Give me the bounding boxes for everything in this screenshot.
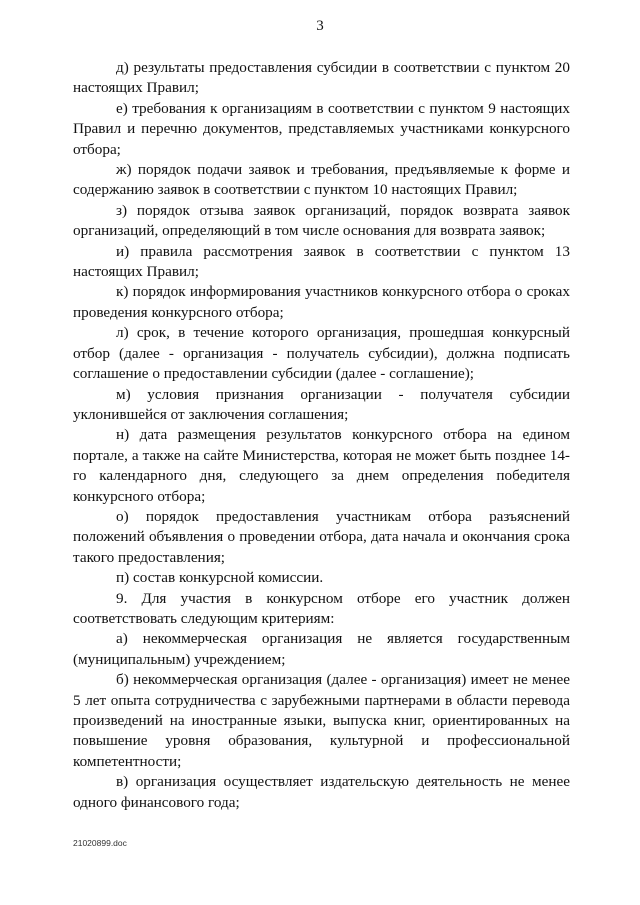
paragraph-z: з) порядок отзыва заявок организаций, порядок возврата заявок организаций, определяющий в том числе основания для возврата заявок; — [73, 201, 570, 240]
criterion-v: в) организация осуществляет издательскую деятельность не менее одного финансового года; — [73, 773, 570, 811]
paragraph-k: к) порядок информирования участников конкурсного отбора о сроках проведения конкурсного отбора; — [73, 283, 570, 321]
page-number: 3 — [316, 18, 324, 34]
paragraph-l: л) срок, в течение которого организация, прошедшая конкурсный отбор (далее - организация - получатель субсидии), должна подписать соглашение о предоставлении субсидии (далее - соглашение); — [73, 324, 570, 383]
document-body — [73, 58, 570, 813]
paragraph-d: д) результаты предоставления субсидии в соответствии с пунктом 20 настоящих Правил; — [73, 59, 570, 97]
paragraph-zh: ж) порядок подачи заявок и требования, предъявляемые к форме и содержанию заявок в соответствии с пунктом 10 настоящих Правил; — [73, 161, 570, 199]
clause-9-intro: 9. Для участия в конкурсном отборе его участник должен соответствовать следующим критериям: — [73, 589, 570, 627]
paragraph-n: н) дата размещения результатов конкурсного отбора на едином портале, а также на сайте Министерства, которая не может быть позднее 14-го календарного дня, следующего за днем определения победителя конкурсного отбора; — [73, 426, 570, 505]
paragraph-o: о) порядок предоставления участникам отбора разъяснений положений объявления о проведении отбора, дата начала и окончания срока такого предоставления; — [73, 507, 570, 566]
paragraph-p: п) состав конкурсной комиссии. — [116, 569, 324, 587]
criterion-b: б) некоммерческая организация (далее - организация) имеет не менее 5 лет опыта сотрудничества с зарубежными партнерами в области перевода произведений на иностранные языки, выпуска книг, ориентированных на повышение уровня образования, культурной и профессиональной компетентности; — [73, 671, 570, 770]
footer-file-code: 21020899.doc — [73, 838, 127, 848]
paragraph-i: и) правила рассмотрения заявок в соответствии с пунктом 13 настоящих Правил; — [73, 242, 570, 281]
criterion-a: а) некоммерческая организация не является государственным (муниципальным) учреждением; — [73, 630, 570, 668]
paragraph-m: м) условия признания организации - получателя субсидии уклонившейся от заключения соглашения; — [73, 385, 570, 423]
paragraph-e: е) требования к организациям в соответствии с пунктом 9 настоящих Правил и перечню документов, представляемых участниками конкурсного отбора; — [73, 99, 570, 158]
